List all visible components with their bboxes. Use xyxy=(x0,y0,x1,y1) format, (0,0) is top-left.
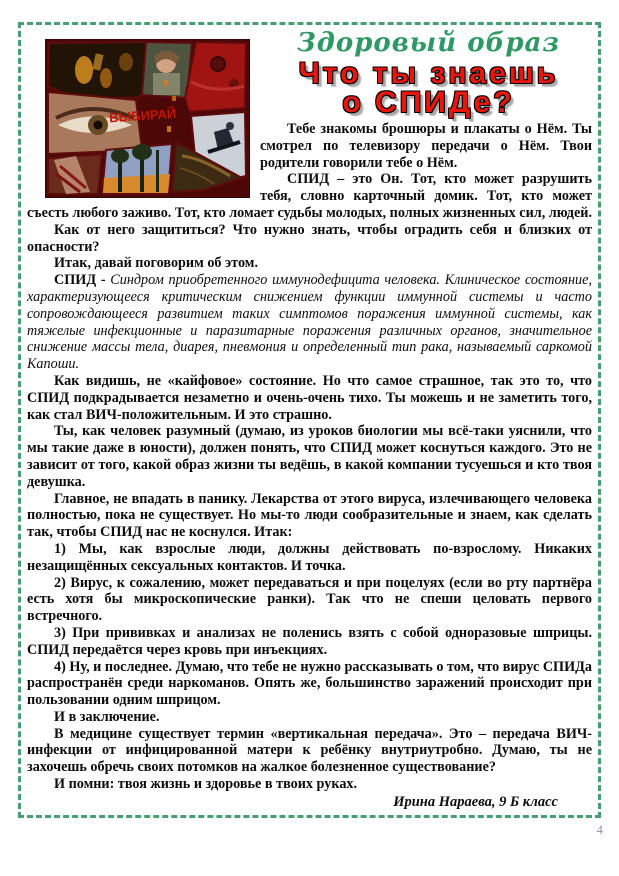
paragraph-not-fun-state: Как видишь, не «кайфовое» состояние. Но что самое страшное, так это то, что СПИД подкрадывается незаметно и очень-очень тихо. Ты можешь и не заметить того, как стал ВИЧ-положительным. И это страшно. xyxy=(27,372,592,423)
author-signature: Ирина Нараева, 9 Б класс xyxy=(393,793,558,810)
section-title: Здоровый образ xyxy=(297,28,560,58)
paragraph-intro: Тебе знакомы брошюры и плакаты о Нём. Ты смотрел по телевизору передачи о Нём. Твои родители говорили тебе о Нём. xyxy=(260,121,592,171)
page-frame xyxy=(18,22,601,818)
collage-graphic xyxy=(46,40,249,197)
paragraph-rule-4: 4) Ну, и последнее. Думаю, что тебе не нужно рассказывать о том, что вирус СПИДа распространён среди наркоманов. Опять же, большинство заражений происходит при пользовании одним шприцом. xyxy=(27,658,592,709)
paragraph-vertical-transmission: В медицине существует термин «вертикальная передача». Это – передача ВИЧ-инфекции от инфицированной матери к ребёнку внутриутробно. Думаю, ты не захочешь обречь своих потомков на жалкое болезненное существование? xyxy=(27,725,592,776)
page-number: 4 xyxy=(596,822,603,837)
paragraph-reasonable-person: Ты, как человек разумный (думаю, из уроков биологии мы всё-таки уяснили, что мы такие даже в юности), должен понять, что СПИД может коснуться каждого. Это не зависит от того, какой образ жизни ты ведёшь, в какой компании тусуешься и кто твоя девушка. xyxy=(27,423,592,490)
aids-collage-image xyxy=(45,39,250,198)
paragraph-lets-talk: Итак, давай поговорим об этом. xyxy=(54,255,258,272)
paragraph-remember: И помни: твоя жизнь и здоровье в твоих руках. xyxy=(54,776,358,793)
definition-term: СПИД xyxy=(54,272,97,289)
page-title-line2: о СПИДе? xyxy=(342,86,515,119)
paragraph-rule-1: 1) Мы, как взрослые люди, должны действовать по-взрослому. Никаких незащищённых сексуальных контактов. И точка. xyxy=(27,540,592,574)
collage-center-text: ВЫБИРАЙ xyxy=(108,105,177,126)
page-title-line1: Что ты знаешь xyxy=(298,57,559,90)
paragraph-definition xyxy=(27,272,592,373)
paragraph-rule-3: 3) При прививках и анализах не поленись взять с собой одноразовые шприцы. СПИД передаётся через кровь при инъекциях. xyxy=(27,624,592,658)
header xyxy=(265,27,592,121)
paragraph-rule-2: 2) Вирус, к сожалению, может передаваться и при поцелуях (если во рту партнёра есть хотя бы микроскопические ранки). Так что не спеши целовать первого встречного. xyxy=(27,574,592,625)
paragraph-spid-is-he: СПИД – это Он. Тот, кто может разрушить тебя, словно карточный домик. Тот, кто может съесть любого заживо. Тот, кто ломает судьбы молодых, полных жизненных сил, людей. xyxy=(27,171,592,221)
paragraph-how-to-protect: Как от него защититься? Что нужно знать, чтобы оградить себя и близких от опасности? xyxy=(27,221,592,255)
paragraph-conclusion-lead: И в заключение. xyxy=(54,708,160,725)
page-title xyxy=(265,59,592,121)
definition-separator: - xyxy=(96,272,111,289)
paragraph-no-panic: Главное, не впадать в панику. Лекарства от этого вируса, излечивающего человека полностью, пока не существует. Но мы-то люди сообразительные и знаем, как сделать так, чтобы СПИД нас не коснулся. Итак: xyxy=(27,490,592,541)
definition-text: Синдром приобретенного иммунодефицита человека. Клиническое состояние, характеризующееся критическим снижением функции иммунной системы и часто сопровождающееся развитием таких симптомов поражения иммунной системы, как тяжелые инфекционные и паразитарные поражения различных органов, значительное снижение массы тела, диарея, пневмония и определенный тип рака, называемый саркомой Капоши. xyxy=(27,272,592,373)
